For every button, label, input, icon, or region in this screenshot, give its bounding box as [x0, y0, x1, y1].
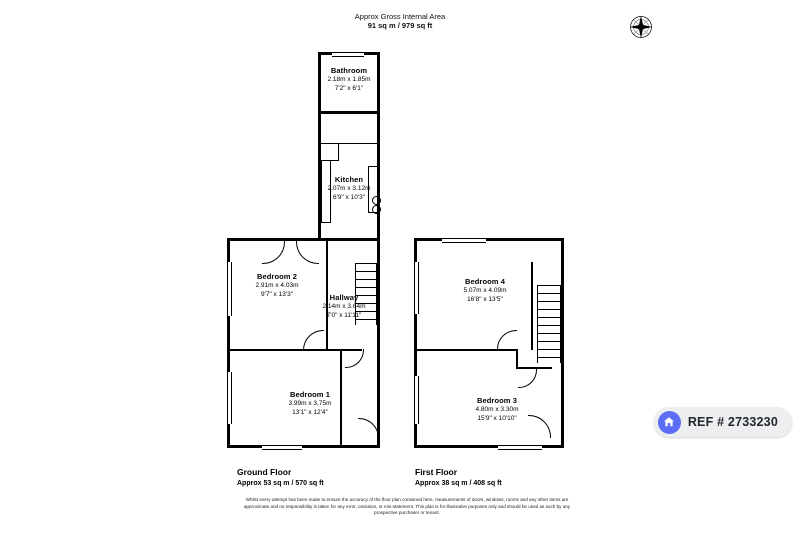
stair-tread	[537, 333, 561, 334]
wall-segment	[227, 445, 380, 448]
stair-tread	[537, 317, 561, 318]
room-label-hallway: Hallway 2.14m x 3.64m 7'0" x 11'11"	[322, 293, 366, 319]
door-swing-icon	[497, 330, 517, 350]
first-floor-caption: First Floor Approx 38 sq m / 408 sq ft	[415, 467, 502, 487]
gross-area-label: Approx Gross Internal Area	[354, 12, 446, 21]
stair-tread	[537, 341, 561, 342]
stair-outline	[376, 263, 377, 325]
room-label-bedroom-1: Bedroom 1 3.99m x 3.75m 13'1" x 12'4"	[288, 390, 332, 416]
window-mark	[414, 262, 419, 314]
stair-tread	[355, 263, 377, 264]
stair-tread	[537, 309, 561, 310]
door-swing-icon	[518, 369, 537, 388]
home-logo-icon	[658, 411, 681, 434]
window-mark	[498, 445, 542, 450]
stair-tread	[537, 285, 561, 286]
window-mark	[262, 445, 302, 450]
stair-tread	[355, 287, 377, 288]
wall-segment	[561, 238, 564, 448]
wall-thin	[338, 143, 339, 161]
room-label-bedroom-4: Bedroom 4 5.07m x 4.09m 16'8" x 13'5"	[463, 277, 507, 303]
reference-label: REF # 2733230	[687, 415, 778, 429]
kitchen-unit	[368, 166, 378, 167]
window-mark	[332, 52, 364, 57]
room-label-bathroom: Bathroom 2.18m x 1.85m 7'2" x 6'1"	[327, 66, 371, 92]
stair-outline	[537, 285, 538, 363]
wall-segment	[516, 349, 518, 369]
stair-tread	[537, 301, 561, 302]
stair-tread	[537, 349, 561, 350]
stair-outline	[560, 285, 561, 363]
window-mark	[414, 376, 419, 424]
room-label-kitchen: Kitchen 2.07m x 3.12m 6'9" x 10'3"	[327, 175, 371, 201]
wall-segment	[531, 262, 533, 350]
door-swing-icon	[296, 241, 319, 264]
kitchen-unit	[321, 222, 331, 223]
ground-floor-caption: Ground Floor Approx 53 sq m / 570 sq ft	[237, 467, 324, 487]
gross-area-value: 91 sq m / 979 sq ft	[367, 21, 433, 31]
stair-tread	[355, 279, 377, 280]
wall-segment	[377, 238, 380, 448]
wall-thin	[321, 143, 378, 144]
stair-tread	[537, 325, 561, 326]
appliance-icon	[372, 205, 381, 214]
room-label-bedroom-2: Bedroom 2 2.91m x 4.03m 9'7" x 13'3"	[255, 272, 299, 298]
window-mark	[442, 238, 486, 243]
wall-segment	[340, 351, 342, 445]
door-swing-icon	[303, 330, 324, 351]
door-swing-icon	[262, 241, 285, 264]
disclaimer-text: Whilst every attempt has been made to ensure the accuracy of the floor plan contained here, measurements of doors, windows, rooms and any other items are approximate and no responsibility is taken for any error, omission, or mis-statement. This plan is for illustrative purposes only and should be used as such by any prospective purchaser or tenant.	[243, 497, 571, 516]
room-label-bedroom-3: Bedroom 3 4.80m x 3.30m 15'9" x 10'10"	[475, 396, 519, 422]
door-swing-icon	[345, 349, 364, 368]
wall-segment	[414, 238, 564, 241]
window-mark	[227, 372, 232, 424]
stair-tread	[355, 271, 377, 272]
stair-tread	[537, 357, 561, 358]
door-swing-icon	[358, 418, 379, 439]
wall-segment	[318, 111, 380, 114]
stair-tread	[537, 293, 561, 294]
reference-badge[interactable]	[654, 407, 792, 437]
